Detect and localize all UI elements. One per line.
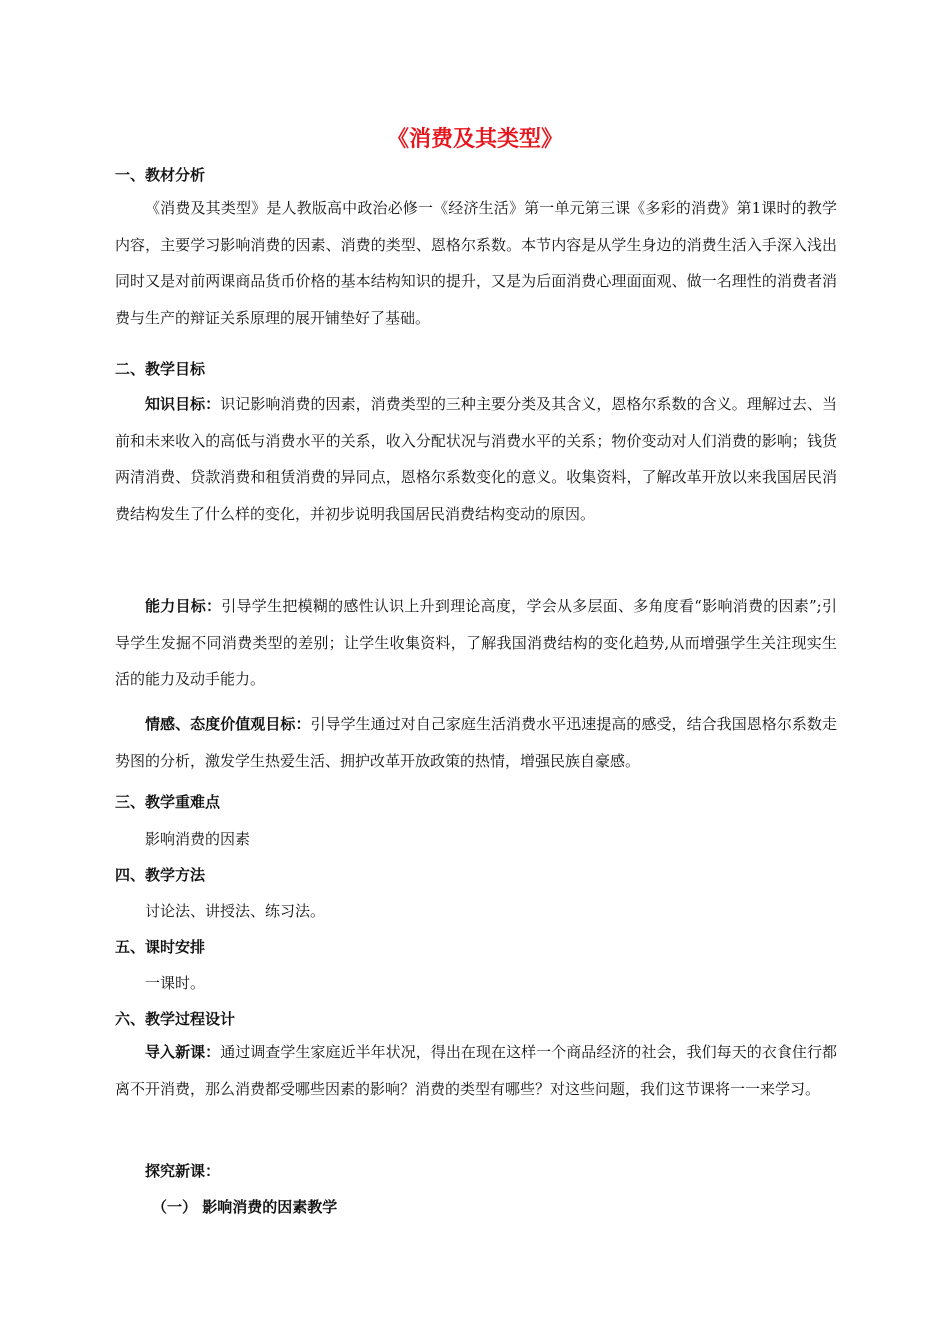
emotion-goal-label: 情感、态度价值观目标： bbox=[145, 715, 311, 733]
section-1-body: 《消费及其类型》是人教版高中政治必修一《经济生活》第一单元第三课《多彩的消费》第1课时的教学内容，主要学习影响消费的因素、消费的类型、恩格尔系数。本节内容是从学生身边的消费生活入手深入浅出同时又是对前两课商品货币价格的基本结构知识的提升，又是为后面消费心理面面观、做一名理性的消费者消费与生产的辩证关系原理的展开铺垫好了基础。 bbox=[115, 199, 837, 327]
section-heading-2: 二、教学目标 bbox=[115, 360, 206, 378]
section-heading-4: 四、教学方法 bbox=[115, 866, 206, 884]
section-heading-3: 三、教学重难点 bbox=[115, 793, 221, 811]
emotion-goal-text: 引导学生通过对自己家庭生活消费水平迅速提高的感受，结合我国恩格尔系数走势图的分析，激发学生热爱生活、拥护改革开放政策的热情，增强民族自豪感。 bbox=[115, 715, 837, 770]
section-heading-5: 五、课时安排 bbox=[115, 938, 206, 956]
ability-goal-label: 能力目标： bbox=[145, 597, 222, 615]
section-heading-6: 六、教学过程设计 bbox=[115, 1010, 236, 1028]
intro-label: 导入新课： bbox=[145, 1043, 221, 1061]
knowledge-goal-paragraph bbox=[115, 386, 837, 532]
document-title: 《消费及其类型》 bbox=[386, 127, 563, 152]
intro-paragraph bbox=[115, 1034, 837, 1107]
section-heading-1: 一、教材分析 bbox=[115, 166, 206, 184]
knowledge-goal-text: 识记影响消费的因素，消费类型的三种主要分类及其含义，恩格尔系数的含义。理解过去、当前和未来收入的高低与消费水平的关系，收入分配状况与消费水平的关系；物价变动对人们消费的影响；钱货两清消费、贷款消费和租赁消费的异同点，恩格尔系数变化的意义。收集资料，了解改革开放以来我国居民消费结构发生了什么样的变化，并初步说明我国居民消费结构变动的原因。 bbox=[115, 395, 837, 523]
intro-text: 通过调查学生家庭近半年状况，得出在现在这样一个商品经济的社会，我们每天的衣食住行都离不开消费，那么消费都受哪些因素的影响？消费的类型有哪些？对这些问题，我们这节课将一一来学习。 bbox=[115, 1043, 837, 1098]
section-4-body: 讨论法、讲授法、练习法。 bbox=[145, 902, 326, 920]
subsection-1-heading: （一） 影响消费的因素教学 bbox=[152, 1198, 338, 1216]
section-3-body: 影响消费的因素 bbox=[145, 830, 251, 848]
emotion-goal-paragraph bbox=[115, 706, 837, 779]
section-5-body: 一课时。 bbox=[145, 974, 206, 992]
explore-label: 探究新课： bbox=[145, 1162, 221, 1180]
knowledge-goal-label: 知识目标： bbox=[145, 395, 221, 413]
ability-goal-paragraph bbox=[115, 588, 837, 698]
ability-goal-text: 引导学生把模糊的感性认识上升到理论高度，学会从多层面、多角度看“影响消费的因素”;引导学生发掘不同消费类型的差别；让学生收集资料，了解我国消费结构的变化趋势,从而增强学生关注现实生活的能力及动手能力。 bbox=[115, 597, 837, 688]
